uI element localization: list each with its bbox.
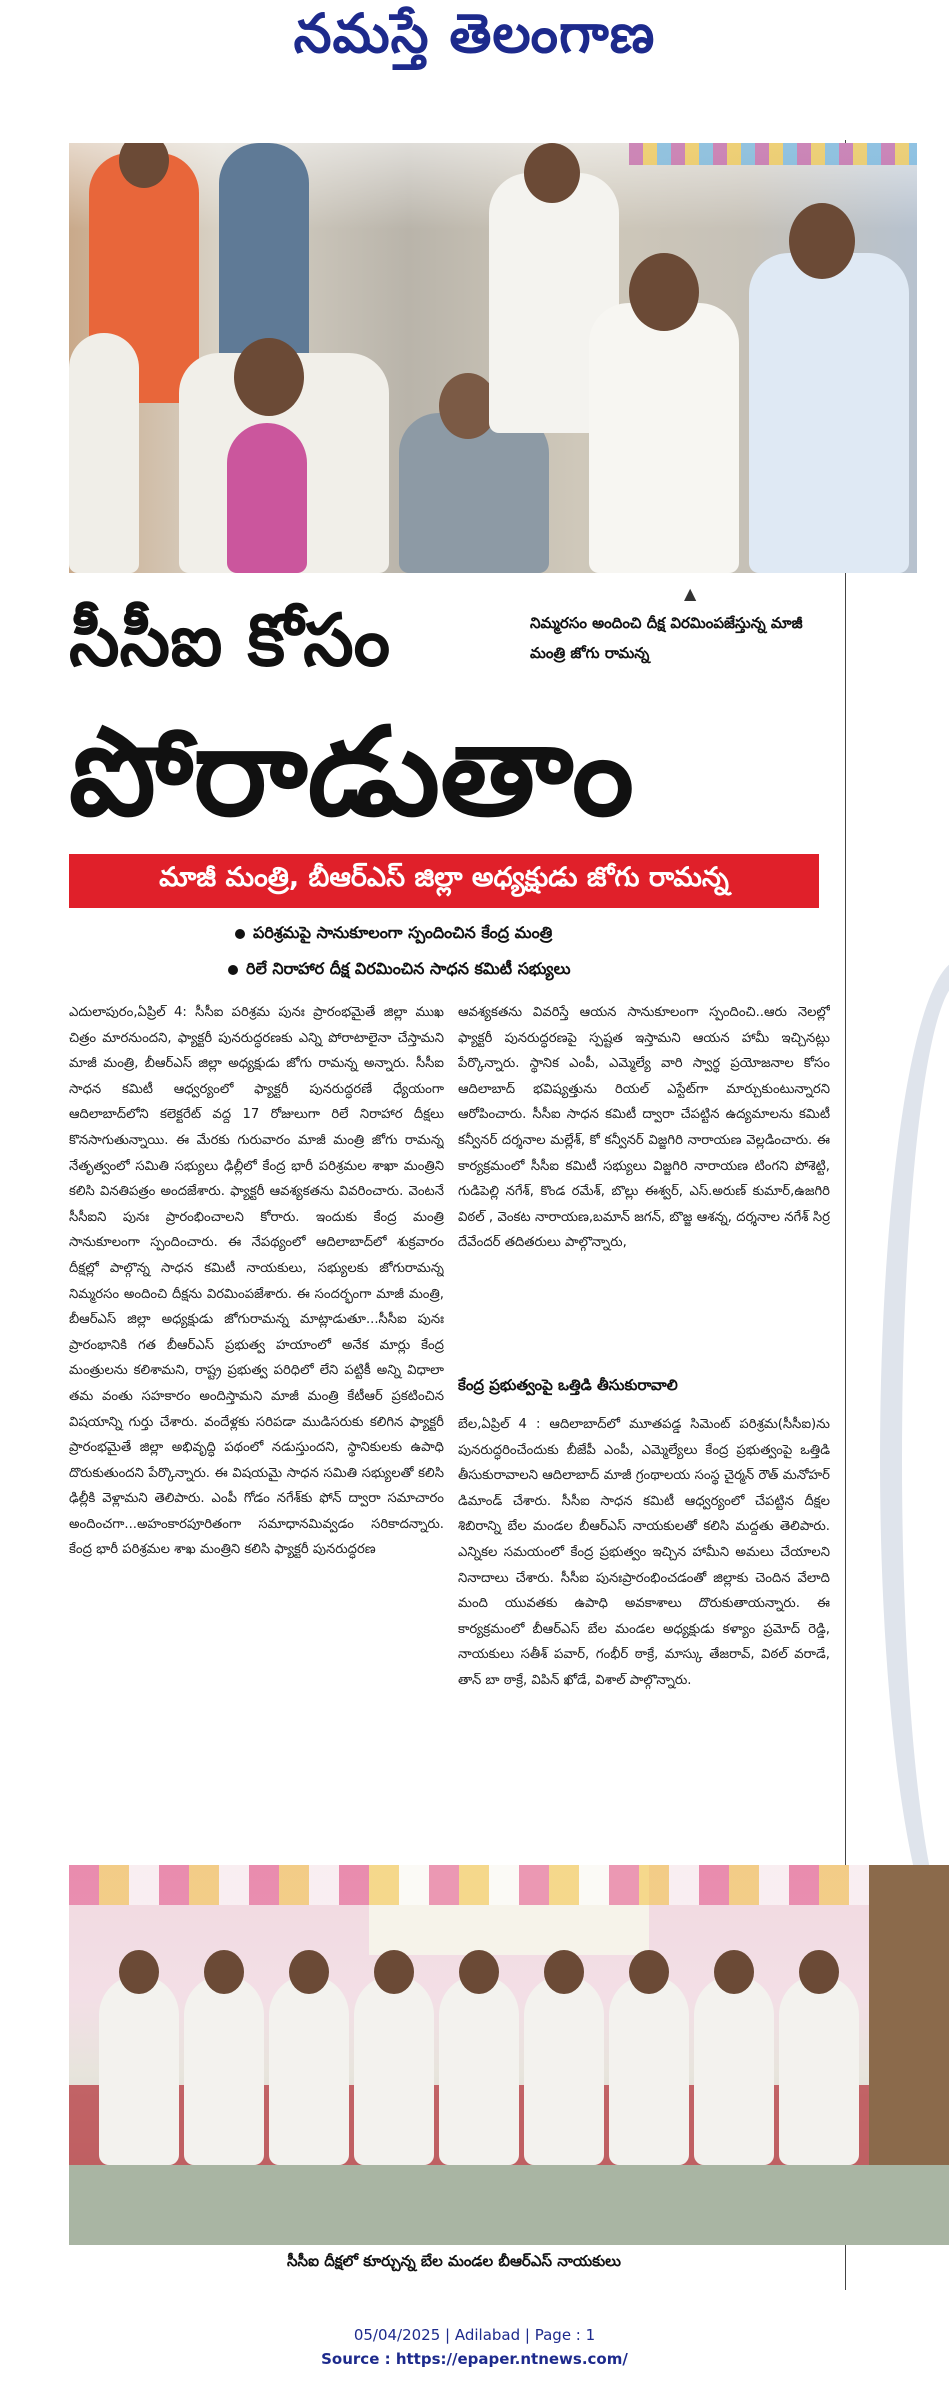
- article-body-right-2: బేల,ఏప్రిల్ 4 : ఆదిలాబాద్‌లో మూతపడ్డ సిమెంట్ పరిశ్రమ(సీసీఐ)ను పునరుద్ధరించేందుకు బీజేపీ ఎంపీ, ఎమ్మెల్యేలు కేంద్ర ప్రభుత్వంపై ఒత్తిడి తీసుకురావాలని ఆదిలాబాద్ మాజీ గ్రంథాలయ సంస్థ చైర్మన్ రౌత్ మనోహర్ డిమాండ్ చేశారు. సీసీఐ సాధన కమిటీ ఆధ్వర్యంలో చేపట్టిన దీక్షల శిబిరాన్ని బేల మండల బీఆర్ఎస్ నాయకులతో కలిసి మద్దతు తెలిపారు. ఎన్నికల సమయంలో కేంద్ర ప్రభుత్వం ఇచ్చిన హామీని అమలు చేయాలని నినాదాలు చేశారు. సీసీఐ పునఃప్రారంభించడంతో జిల్లాకు చెందిన వేలాది మంది యువతకు ఉపాధి అవకాశాలు దొరుకుతాయన్నారు. ఈ కార్యక్రమంలో బీఆర్ఎస్ బేల మండల అధ్యక్షుడు కళ్యాం ప్రమోద్ రెడ్డి, నాయకులు సతీశ్ పవార్, గంభీర్ ఠాక్రే, మాస్కు తేజరావ్, విఠల్ వరాడే, తాన్ బా ఠాక్రే, విపిన్ ఖోడే, విశాల్ పాల్గొన్నారు.: [458, 1417, 830, 1688]
- subheadline-banner: [69, 854, 819, 908]
- headline-line-1: సీసీఐ కోసం: [69, 598, 391, 682]
- top-photo-caption: నిమ్మరసం అందించి దీక్ష విరమింపజేస్తున్న మాజీ మంత్రి జోగు రామన్న: [530, 614, 803, 662]
- bullet-text: పరిశ్రమపై సానుకూలంగా స్పందించిన కేంద్ర మంత్రి: [253, 922, 553, 942]
- article-body-left: ఎదులాపురం,ఏప్రిల్ 4: సీసీఐ పరిశ్రమ పునః ప్రారంభమైతే జిల్లా ముఖ చిత్రం మారనుందని, ఫ్యాక్టరీ పునరుద్ధరణకు ఎన్ని పోరాటాలైనా చేస్తామని మాజీ మంత్రి, బీఆర్ఎస్ జిల్లా అధ్యక్షుడు జోగు రామన్న అన్నారు. సీసీఐ సాధన కమిటీ ఆధ్వర్యంలో ఫ్యాక్టరీ పునరుద్ధరణే ధ్యేయంగా ఆదిలాబాద్‌లోని కలెక్టరేట్ వద్ద 17 రోజులుగా రిలే నిరాహార దీక్షలు కొనసాగుతున్నాయి. ఈ మేరకు గురువారం మాజీ మంత్రి జోగు రామన్న నేతృత్వంలో సమితి సభ్యులు ఢిల్లీలో కేంద్ర భారీ పరిశ్రమల శాఖా మంత్రిని కలిసి వినతిపత్రం అందజేశారు. ఫ్యాక్టరీ ఆవశ్యకతను వివరించారు. వెంటనే సీసీఐని పునః ప్రారంభించాలని కోరారు. ఇందుకు కేంద్ర మంత్రి సానుకూలంగా స్పందించారు. ఈ నేపథ్యంలో ఆదిలాబాద్‌లో శుక్రవారం దీక్షల్లో పాల్గొన్న సాధన కమిటీ నాయకులు, సభ్యులకు జోగురామన్న నిమ్మరసం అందించి దీక్షను విరమింపజేశారు. ఈ సందర్భంగా మాజీ మంత్రి, బీఆర్ఎస్ జిల్లా అధ్యక్షుడు జోగురామన్న మాట్లాడుతూ...సీసీఐ పునః ప్రారంభానికి గత బీఆర్ఎస్ ప్రభుత్వ హయాంలో అనేక మార్లు కేంద్ర మంత్రులను కలిశామని, రాష్ట్ర ప్రభుత్వ పరిధిలో లేని పట్టికీ అన్ని విధాలా తమ వంతు సహకారం అందిస్తామని మాజీ మంత్రి కేటీఆర్ ప్రకటించిన విషయాన్ని గుర్తు చేశారు. వందేళ్లకు సరిపడా ముడిసరుకు కలిగిన ఫ్యాక్టరీ ప్రారంభమైతే జిల్లా అభివృద్ధి పథంలో నడుస్తుందని, స్థానికులకు ఉపాధి దొరుకుతుందని పేర్కొన్నారు. ఈ విషయమై సాధన సమితి సభ్యులతో కలిసి ఢిల్లీకి వెళ్లామని తెలిపారు. ఎంపీ గోడం నగేశ్‌కు ఫోన్ ద్వారా సమాచారం అందించగా...అహంకారపూరితంగా సమాధానమివ్వడం సరికాదన్నారు. కేంద్ర భారీ పరిశ్రమల శాఖ మంత్రిని కలిసి ఫ్యాక్టరీ పునరుద్ధరణ: [69, 1005, 444, 1558]
- article-body-right: ఆవశ్యకతను వివరిస్తే ఆయన సానుకూలంగా స్పందించి..ఆరు నెలల్లో ఫ్యాక్టరీ పునరుద్ధరణపై స్పష్టత ఇస్తామని ఆయన హామీ ఇచ్చినట్లు పేర్కొన్నారు. స్థానిక ఎంపీ, ఎమ్మెల్యే వారి స్వార్థ ప్రయోజనాల కోసం ఆదిలాబాద్ భవిష్యత్తును రియల్ ఎస్టేట్‌గా మార్చుకుంటున్నారని ఆరోపించారు. సీసీఐ సాధన కమిటీ ద్వారా చేపట్టిన ఉద్యమాలను కమిటీ కన్వీనర్ దర్శనాల మల్లేశ్, కో కన్వీనర్ విజ్జగిరి నారాయణ వెల్లడించారు. ఈ కార్యక్రమంలో సీసీఐ కమిటీ సభ్యులు విజ్జగిరి నారాయణ టింగని పోశెట్టి, గుడిపెల్లి నగేశ్, కొండ రమేశ్, బొల్లు ఈశ్వర్, ఎస్.అరుణ్ కుమార్,ఉజగిరి విఠల్ , వెంకట నారాయణ,బమాన్ జగన్, బొజ్జ ఆశన్న, దర్శనాల నగేశ్ సిర్ర దేవేందర్ తదితరులు పాల్గొన్నారు,: [458, 1005, 830, 1251]
- masthead-title: నమస్తే తెలంగాణ: [293, 1, 656, 65]
- bullet-text: రిలే నిరాహార దీక్ష విరమించిన సాధన కమిటీ సభ్యులు: [246, 958, 571, 978]
- bottom-photo-caption: సీసీఐ దీక్షలో కూర్చున్న బేల మండల బీఆర్ఎస్ నాయకులు: [287, 2252, 621, 2270]
- bullet-point: [235, 920, 552, 948]
- banner-text: మాజీ మంత్రి, బీఆర్ఎస్ జిల్లా అధ్యక్షుడు జోగు రామన్న: [159, 862, 729, 893]
- article-subhead: కేంద్ర ప్రభుత్వంపై ఒత్తిడి తీసుకురావాలి: [458, 1376, 678, 1394]
- decorative-arc: [880, 960, 949, 1960]
- bullet-icon: [228, 965, 238, 975]
- edition-info: 05/04/2025 | Adilabad | Page : 1: [353, 2326, 596, 2344]
- bottom-photo: [69, 1865, 949, 2245]
- masthead: [0, 1, 949, 74]
- caption-arrow-icon: ▲: [684, 584, 697, 603]
- bullet-point: [228, 956, 571, 984]
- bullet-icon: [235, 929, 245, 939]
- top-photo: [69, 143, 917, 573]
- headline-line-2: పోరాడుతాం: [69, 701, 634, 843]
- source-link[interactable]: Source : https://epaper.ntnews.com/: [321, 2350, 628, 2368]
